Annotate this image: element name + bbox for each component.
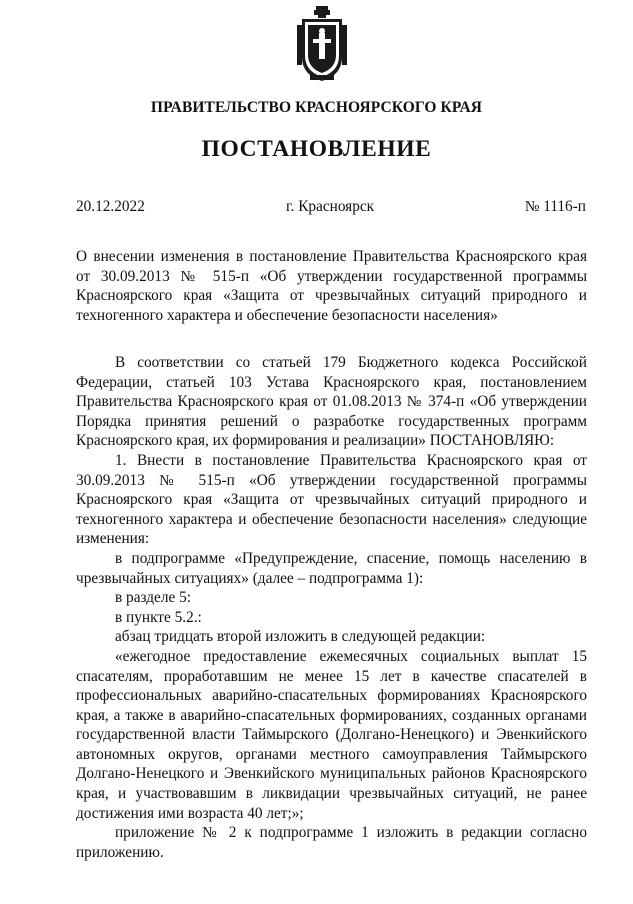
document-type: ПОСТАНОВЛЕНИЕ: [201, 136, 432, 162]
section-paragraph: в разделе 5:: [115, 589, 191, 607]
document-number: № 1116-п: [524, 198, 586, 215]
document-body: [76, 353, 587, 862]
document-subject: [76, 247, 587, 325]
subprogram-paragraph: в подпрограмме «Предупреждение, спасение, помощь населению в чрезвычайных ситуациях» (далее – подпрограмма 1):: [76, 549, 587, 587]
preamble-paragraph: В соответствии со статьей 179 Бюджетного кодекса Российской Федерации, статьей 103 Устава Красноярского края, постановлением Правительства Красноярского края от 01.08.2013 № 374-п «Об утверждении Порядка принятия решений о разработке государственных программ Красноярского края, их формирования и реализации» ПОСТАНОВЛЯЮ:: [76, 354, 587, 450]
instruction-paragraph: абзац тридцать второй изложить в следующей редакции:: [115, 628, 486, 646]
document-date: 20.12.2022: [76, 198, 145, 215]
subject-text: О внесении изменения в постановление Правительства Красноярского края от 30.09.2013 № 515-п «Об утверждении государственной программы Красноярского края «Защита от чрезвычайных ситуаций природного и техногенного характера и обеспечение безопасности населения»: [76, 248, 587, 324]
clause-1-paragraph: 1. Внести в постановление Правительства Красноярского края от 30.09.2013 № 515-п «Об утверждении государственной программы Красноярского края «Защита от чрезвычайных ситуаций природного и техногенного характера и обеспечение безопасности населения» следующие изменения:: [76, 451, 587, 548]
document-city: г. Красноярск: [286, 198, 375, 215]
quoted-text-paragraph: «ежегодное предоставление ежемесячных социальных выплат 15 спасателям, проработавшим не менее 15 лет в качестве спасателей в профессиональных аварийно-спасательных формированиях Красноярского края, а также в аварийно-спасательных формированиях, созданных органами государственной власти Таймырского (Долгано-Ненецкого) и Эвенкийского автономных округов, органами местного самоуправления Таймырского Долгано-Ненецкого и Эвенкийского муниципальных районов Красноярского края, и участвовавшим в ликвидации чрезвычайных ситуаций, не ранее достижения ими возраста 40 лет;»;: [76, 647, 587, 822]
item-paragraph: в пункте 5.2.:: [115, 608, 202, 626]
coat-of-arms-icon: [296, 5, 348, 85]
appendix-paragraph: приложение № 2 к подпрограмме 1 изложить в редакции согласно приложению.: [76, 824, 587, 861]
government-title: ПРАВИТЕЛЬСТВО КРАСНОЯРСКОГО КРАЯ: [150, 99, 483, 116]
